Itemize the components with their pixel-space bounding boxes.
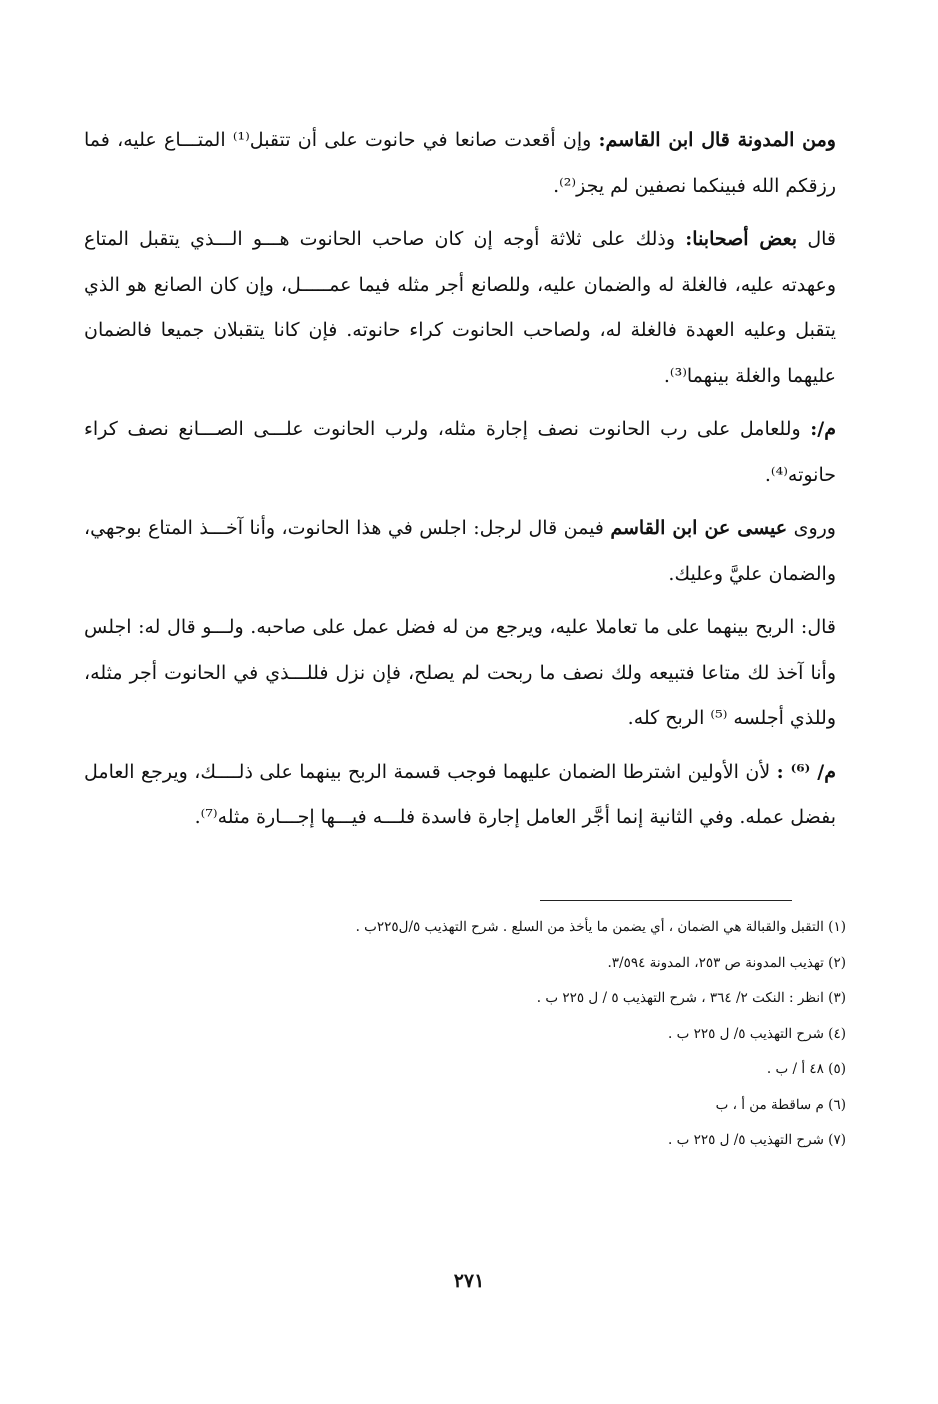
footnote-4: (٤) شرح التهذيب ٥/ ل ٢٢٥ ب .	[667, 1025, 846, 1042]
footnote-2: (٢) تهذيب المدونة ص ٢٥٣، المدونة ٣/٥٩٤.	[607, 954, 846, 971]
paragraph-2-text: وذلك على ثلاثة أوجه إن كان صاحب الحانوت هـــو الـــذي يتقبل المتاع وعهدته عليه، فالغلة له والضمان عليه، وللصانع أجر مثله فيما عمـــــل، وإن كان الصانع هو الذي يتقبل وعليه العهدة فالغلة له، ولصاحب الحانوت كراء حانوته. فإن كانا يتقبلان جميعا فالضمان عليهما والغلة بينهما⁽³⁾.	[84, 228, 836, 387]
paragraph-1	[84, 118, 836, 209]
paragraph-6	[84, 750, 836, 841]
paragraph-6-lead: م/ ⁽⁶⁾ :	[776, 760, 836, 783]
footnote-1: (١) التقبل والقبالة هي الضمان ، أي يضمن ما يأخذ من السلع . شرح التهذيب ٥/ل٢٢٥ب .	[355, 919, 846, 935]
paragraph-4-lead: عيسى عن ابن القاسم	[610, 517, 788, 539]
paragraph-1-text: وإن أقعدت صانعا في حانوت على أن تتقبل⁽¹⁾ المتـــاع عليه، فما رزقكم الله فبينكما نصفين لم يجز⁽²⁾.	[84, 129, 836, 197]
paragraph-1-lead: ومن المدونة قال ابن القاسم:	[598, 129, 836, 151]
footnotes	[126, 910, 846, 1159]
paragraph-4-text: فيمن قال لرجل: اجلس في هذا الحانوت، وأنا آخـــذ المتاع بوجهي، والضمان عليَّ وعليك.	[84, 517, 836, 585]
paragraph-2	[84, 217, 836, 399]
paragraph-3	[84, 407, 836, 498]
paragraph-5-text: قال: الربح بينهما على ما تعاملا عليه، ويرجع من له فضل عمل على صاحبه. ولـــو قال له: اجلس وأنا آخذ لك متاعا فتبيعه ولك نصف ما ربحت لم يصلح، فإن نزل فللـــذي في الحانوت أجر مثله، وللذي أجلسه ⁽⁵⁾ الربح كله.	[84, 616, 836, 729]
paragraph-3-text: وللعامل على رب الحانوت نصف إجارة مثله، ولرب الحانوت علـــى الصـــانع نصف كراء حانوته⁽⁴⁾.	[84, 418, 836, 486]
paragraph-2-pre: قال	[807, 228, 836, 250]
main-text	[84, 118, 836, 849]
paragraph-2-lead: بعض أصحابنا:	[685, 228, 798, 250]
paragraph-6-text: لأن الأولين اشترطا الضمان عليهما فوجب قسمة الربح بينهما على ذلــــك، ويرجع العامل بفضل عمله. وفي الثانية إنما أجَّر العامل إجارة فاسدة فلـــه فيـــها إجـــارة مثله⁽⁷⁾.	[84, 760, 836, 828]
footnote-5: (٥) ٤٨ أ / ب .	[766, 1061, 846, 1077]
footnote-7: (٧) شرح التهذيب ٥/ ل ٢٢٥ ب .	[667, 1132, 846, 1148]
page-number: ٢٧١	[453, 1270, 485, 1292]
paragraph-3-lead: م/:	[810, 418, 837, 440]
footnote-divider	[540, 900, 792, 901]
footnote-3: (٣) انظر : النكت ٢/ ٣٦٤ ، شرح التهذيب ٥ / ل ٢٢٥ ب .	[536, 990, 846, 1006]
paragraph-5	[84, 605, 836, 742]
paragraph-4	[84, 506, 836, 597]
paragraph-4-pre: وروى	[793, 517, 836, 539]
footnote-6: (٦) م ساقطة من أ ، ب	[715, 1096, 846, 1113]
